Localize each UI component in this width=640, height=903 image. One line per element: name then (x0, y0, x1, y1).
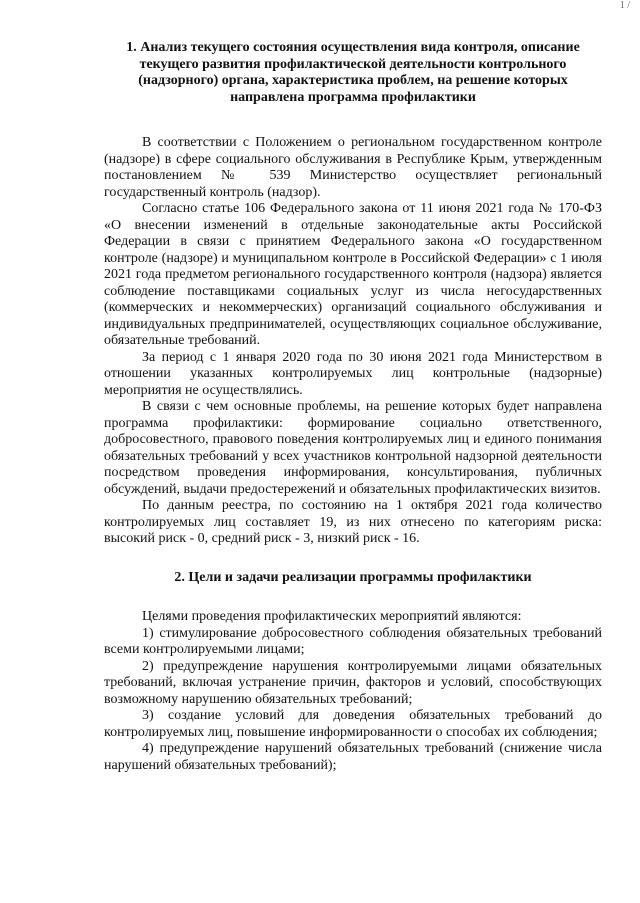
section-2-heading: 2. Цели и задачи реализации программы профилактики (174, 569, 532, 585)
section-2-paragraph-1: Целями проведения профилактических мероприятий являются: (142, 609, 522, 624)
section-2-paragraph-2: 1) стимулирование добросовестного соблюдения обязательных требований всеми контролируемыми лицами; (104, 625, 602, 657)
document-page (104, 40, 602, 774)
section-1-heading: 1. Анализ текущего состояния осуществления вида контроля, описание текущего развития профилактической деятельности контрольного (надзорного) органа, характеристика проблем, на решение которых направлена программа профилактики (126, 40, 580, 105)
page-corner-mark: 1 / (619, 0, 630, 11)
section-2-paragraph-3: 2) предупреждение нарушения контролируемыми лицами обязательных требований, включая устранение причин, факторов и условий, способствующих возможному нарушению обязательных требований; (104, 658, 602, 707)
section-1-paragraph-1: В соответствии с Положением о региональном государственном контроле (надзоре) в сфере социального обслуживания в Республике Крым, утвержденным постановлением № 539 Министерство осуществляет региональный государственный контроль (надзор). (104, 135, 602, 200)
section-1-paragraph-2: Согласно статье 106 Федерального закона от 11 июня 2021 года № 170-ФЗ «О внесении изменений в отдельные законодательные акты Российской Федерации в связи с принятием Федерального закона «О государственном контроле (надзоре) и муниципальном контроле в Российской Федерации» с 1 июля 2021 года предметом регионального государственного контроля (надзора) является соблюдение поставщиками социальных услуг из числа негосударственных (коммерческих и некоммерческих) организаций социального обслуживания и индивидуальных предпринимателей, осуществляющих социальное обслуживание, обязательные требований. (104, 201, 602, 348)
section-2-paragraph-4: 3) создание условий для доведения обязательных требований до контролируемых лиц, повышение информированности о способах их соблюдения; (104, 708, 602, 740)
section-1-paragraph-4: В связи с чем основные проблемы, на решение которых будет направлена программа профилактики: формирование социально ответственного, добросовестного, правового поведения контролируемых лиц и единого понимания обязательных требований у всех участников контрольной надзорной деятельности посредством проведения информирования, консультирования, публичных обсуждений, выдачи предостережений и обязательных профилактических визитов. (104, 399, 602, 497)
section-1-paragraph-5: По данным реестра, по состоянию на 1 октября 2021 года количество контролируемых лиц составляет 19, из них отнесено по категориям риска: высокий риск - 0, средний риск - 3, низкий риск - 16. (104, 498, 602, 546)
section-2-paragraph-5: 4) предупреждение нарушений обязательных требований (снижение числа нарушений обязательных требований); (104, 741, 602, 773)
section-1-paragraph-3: За период с 1 января 2020 года по 30 июня 2021 года Министерством в отношении указанных контролируемых лиц контрольные (надзорные) мероприятия не осуществлялись. (104, 349, 602, 398)
